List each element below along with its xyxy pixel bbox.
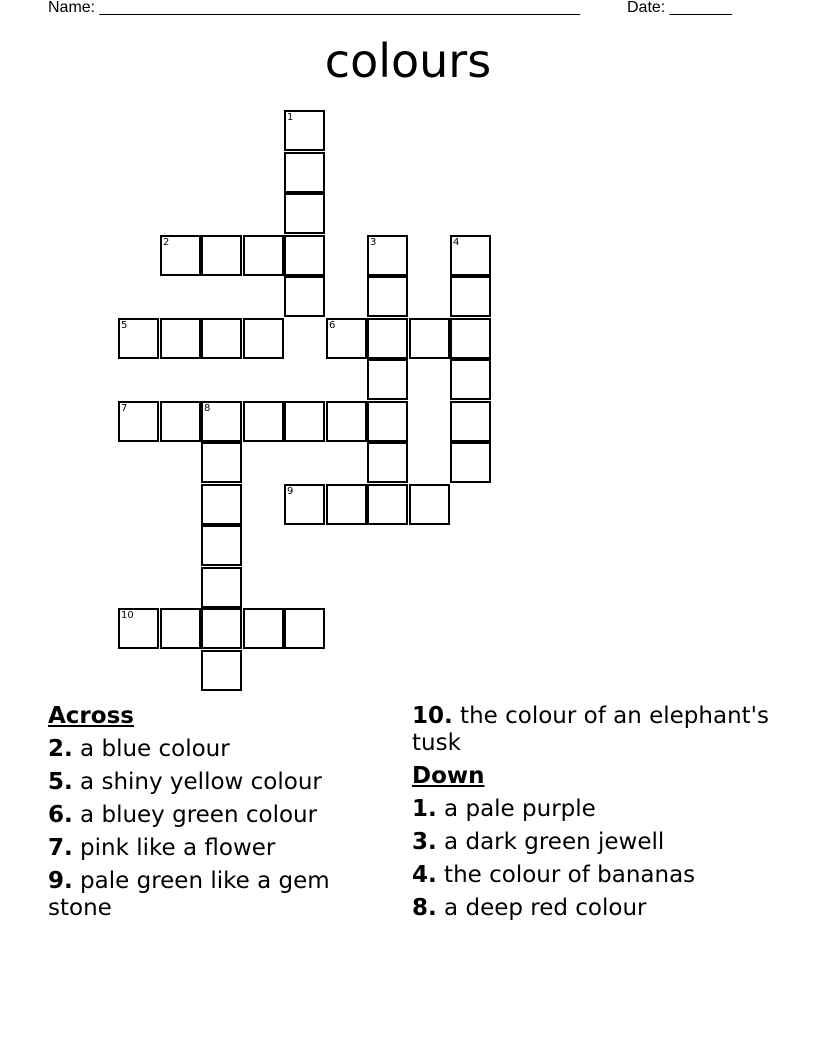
clue-number: 3. [412, 829, 437, 855]
across-heading: Across [48, 703, 134, 729]
puzzle-title: colours [324, 34, 492, 88]
cell-number: 2 [163, 237, 170, 248]
grid-cell[interactable] [284, 110, 325, 151]
grid-cell[interactable] [201, 401, 242, 442]
grid-cell[interactable] [409, 318, 450, 359]
clue-number: 7. [48, 835, 73, 861]
grid-cell[interactable] [450, 276, 491, 317]
grid-cell[interactable] [243, 401, 284, 442]
grid-cell[interactable] [367, 276, 408, 317]
grid-cell[interactable] [367, 401, 408, 442]
clue-text: a blue colour [72, 736, 230, 762]
grid-cell[interactable] [118, 318, 159, 359]
grid-cell[interactable] [284, 608, 325, 649]
grid-cell[interactable] [450, 442, 491, 483]
across-clue [48, 769, 398, 796]
across-clue [48, 835, 398, 862]
across-clue [48, 736, 398, 763]
clue-text: pink like a flower [72, 835, 276, 861]
grid-cell[interactable] [326, 401, 367, 442]
grid-cell[interactable] [201, 442, 242, 483]
across-clue [48, 802, 398, 829]
clue-number: 4. [412, 862, 437, 888]
clue-number: 8. [412, 895, 437, 921]
grid-cell[interactable] [450, 318, 491, 359]
clue-number: 10. [412, 703, 453, 729]
grid-cell[interactable] [367, 484, 408, 525]
grid-cell[interactable] [284, 484, 325, 525]
clue-text: a deep red colour [436, 895, 647, 921]
cell-number: 3 [370, 237, 377, 248]
grid-cell[interactable] [450, 235, 491, 276]
cell-number: 8 [204, 403, 211, 414]
down-heading: Down [412, 763, 485, 789]
clue-number: 2. [48, 736, 73, 762]
date-field-label: Date: _______ [627, 0, 732, 16]
clue-number: 5. [48, 769, 73, 795]
clue-text: the colour of bananas [436, 862, 696, 888]
grid-cell[interactable] [201, 567, 242, 608]
grid-cell[interactable] [450, 401, 491, 442]
cell-number: 7 [121, 403, 128, 414]
cell-number: 1 [287, 112, 294, 123]
grid-cell[interactable] [201, 318, 242, 359]
cell-number: 6 [329, 320, 336, 331]
grid-cell[interactable] [243, 318, 284, 359]
down-clue [412, 895, 772, 922]
clue-text: the colour of an elephant's tusk [412, 703, 769, 756]
grid-cell[interactable] [160, 318, 201, 359]
clue-text: a pale purple [436, 796, 596, 822]
grid-cell[interactable] [160, 235, 201, 276]
clues-right-column [412, 703, 772, 928]
grid-cell[interactable] [201, 650, 242, 691]
down-clue [412, 796, 772, 823]
grid-cell[interactable] [160, 608, 201, 649]
clue-text: pale green like a gem stone [48, 868, 330, 921]
grid-cell[interactable] [243, 608, 284, 649]
clue-text: a bluey green colour [72, 802, 318, 828]
cell-number: 10 [121, 610, 134, 621]
down-clue [412, 862, 772, 889]
grid-cell[interactable] [118, 608, 159, 649]
grid-cell[interactable] [201, 608, 242, 649]
grid-cell[interactable] [201, 484, 242, 525]
down-clue [412, 829, 772, 856]
grid-cell[interactable] [201, 235, 242, 276]
clues-left-column [48, 703, 398, 928]
across-clue [412, 703, 772, 757]
grid-cell[interactable] [284, 401, 325, 442]
cell-number: 5 [121, 320, 128, 331]
grid-cell[interactable] [409, 484, 450, 525]
grid-cell[interactable] [367, 235, 408, 276]
grid-cell[interactable] [160, 401, 201, 442]
grid-cell[interactable] [367, 442, 408, 483]
grid-cell[interactable] [326, 318, 367, 359]
clue-text: a dark green jewell [436, 829, 665, 855]
grid-cell[interactable] [118, 401, 159, 442]
grid-cell[interactable] [243, 235, 284, 276]
grid-cell[interactable] [284, 276, 325, 317]
cell-number: 4 [453, 237, 460, 248]
grid-cell[interactable] [284, 152, 325, 193]
clue-number: 1. [412, 796, 437, 822]
name-field-label: Name: ______________________________________________________ [48, 0, 581, 16]
grid-cell[interactable] [367, 359, 408, 400]
grid-cell[interactable] [284, 193, 325, 234]
across-clue [48, 868, 398, 922]
grid-cell[interactable] [201, 525, 242, 566]
grid-cell[interactable] [326, 484, 367, 525]
cell-number: 9 [287, 486, 294, 497]
grid-cell[interactable] [367, 318, 408, 359]
grid-cell[interactable] [450, 359, 491, 400]
grid-cell[interactable] [284, 235, 325, 276]
clue-number: 6. [48, 802, 73, 828]
clue-text: a shiny yellow colour [72, 769, 322, 795]
clue-number: 9. [48, 868, 73, 894]
